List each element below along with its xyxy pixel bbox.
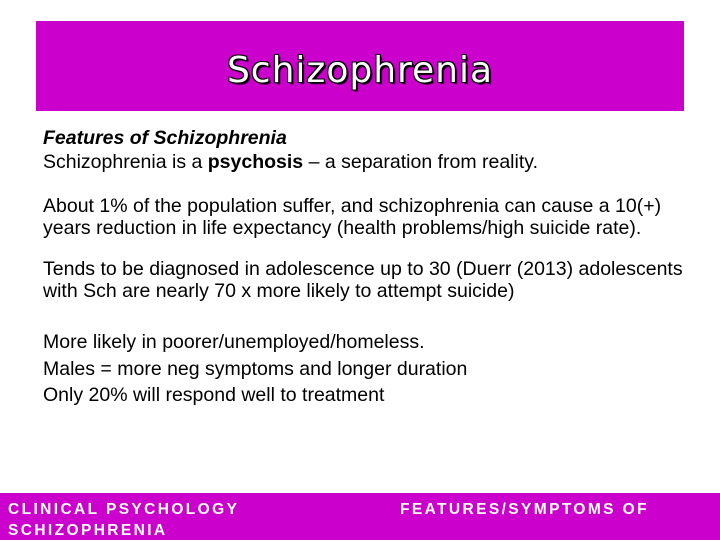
- title-banner: [36, 21, 684, 111]
- intro-text-suffix: – a separation from reality.: [303, 151, 538, 173]
- line-treatment: Only 20% will respond well to treatment: [43, 384, 385, 406]
- paragraph-prevalence: About 1% of the population suffer, and schizophrenia can cause a 10(+) years reduction in life expectancy (health problems/high suicide rate).: [43, 195, 662, 239]
- footer-left-line2: SCHIZOPHRENIA: [8, 522, 168, 539]
- section-heading: Features of Schizophrenia: [43, 127, 287, 149]
- intro-text-prefix: Schizophrenia is a: [43, 151, 208, 173]
- footer-left-line1: CLINICAL PSYCHOLOGY: [8, 501, 240, 518]
- line-gender: Males = more neg symptoms and longer duration: [43, 357, 468, 380]
- paragraph-onset: Tends to be diagnosed in adolescence up to 30 (Duerr (2013) adolescents with Sch are nearly 70 x more likely to attempt suicide): [43, 258, 683, 302]
- intro-text-bold-term: psychosis: [207, 151, 304, 173]
- slide-title: Schizophrenia: [226, 49, 494, 91]
- line-poverty: More likely in poorer/unemployed/homeless.: [43, 331, 425, 353]
- body-block-facts: [43, 329, 683, 409]
- footer-topic-label: FEATURES/SYMPTOMS OF: [400, 501, 649, 518]
- body-block-intro: [43, 126, 683, 174]
- slide-body: [43, 126, 683, 409]
- footer-bar: [0, 493, 720, 540]
- footer-course-label: [8, 499, 239, 541]
